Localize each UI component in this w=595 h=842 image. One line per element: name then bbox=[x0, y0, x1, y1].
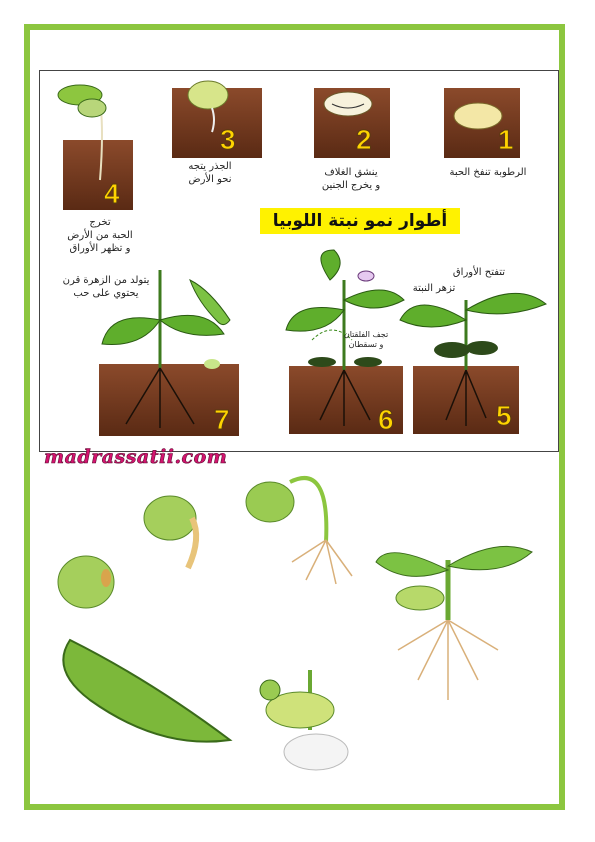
stage3-caption: الجذر يتجه نحو الأرض bbox=[188, 161, 232, 185]
stage4-caption: تخرج الحبة من الأرض و تظهر الأوراق bbox=[67, 217, 133, 254]
stage6-caption: تزهر النبتة bbox=[412, 283, 456, 294]
stage2-caption: ينشق الغلاف و يخرج الجنين bbox=[321, 167, 381, 191]
stage-number-1: 1 bbox=[498, 124, 514, 155]
stage-number-3: 3 bbox=[220, 124, 236, 155]
watermark-logo: madrassatii.com bbox=[44, 446, 228, 468]
stage6-note: تجف الفلقتان و تسقطان bbox=[343, 330, 389, 349]
stage5-caption: تتفتح الأوراق bbox=[452, 267, 506, 278]
stage-number-6: 6 bbox=[378, 404, 394, 435]
page-title: أطوار نمو نبتة اللوبيا bbox=[260, 208, 460, 234]
stage-number-4: 4 bbox=[104, 178, 120, 209]
stage1-caption: الرطوبة تنفخ الحبة bbox=[449, 167, 527, 178]
stage-number-5: 5 bbox=[496, 400, 512, 431]
stage-number-2: 2 bbox=[356, 124, 372, 155]
stage7-caption: يتولد من الزهرة قرن يحتوي على حب bbox=[62, 275, 150, 299]
stage-number-7: 7 bbox=[214, 404, 230, 435]
